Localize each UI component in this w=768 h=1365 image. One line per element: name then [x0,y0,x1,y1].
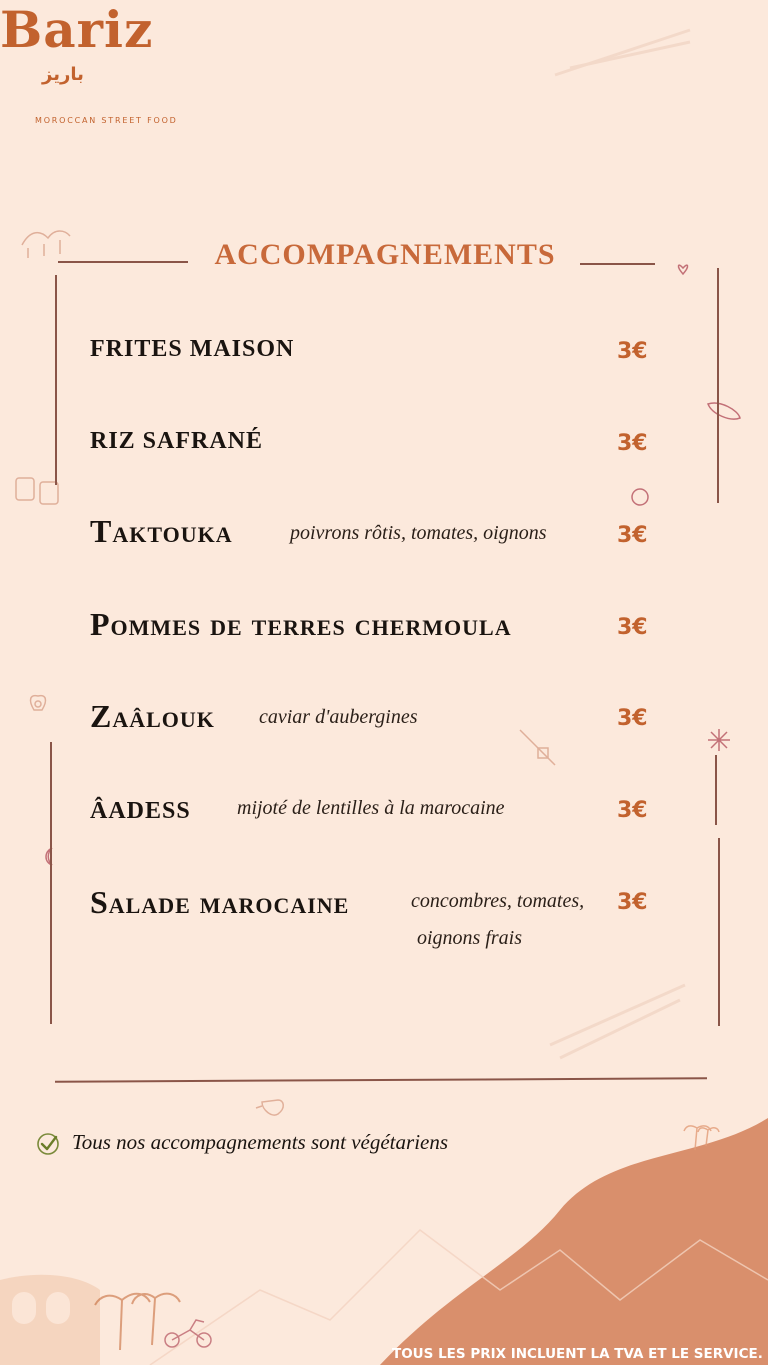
menu-item-price: 3€ [617,706,648,731]
menu-item-name: Taktouka [90,513,233,549]
frame-left-bottom [50,742,52,1024]
menu-item-name: Pommes de terres chermoula [90,606,512,642]
menu-item-price: 3€ [617,431,648,456]
menu-item-name: FRITES MAISON [90,336,295,362]
menu-item-name: Zaâlouk [90,698,215,734]
menu-item-description: oignons frais [417,927,523,949]
title-rule-left [58,261,188,263]
brand-tagline: MOROCCAN STREET FOOD [35,116,178,125]
menu-item-description: concombres, tomates, [411,890,585,912]
menu-item-description: mijoté de lentilles à la marocaine [237,797,505,819]
menu-item-name: Salade marocaine [90,884,350,920]
menu-item-price: 3€ [617,798,648,823]
menu-item-name: RIZ SAFRANÉ [90,428,264,454]
menu-item-price: 3€ [617,890,648,915]
check-circle-icon [36,1132,60,1156]
footer-price-note: TOUS LES PRIX INCLUENT LA TVA ET LE SERVICE. [392,1346,763,1362]
brand-name: Bariz [0,0,154,59]
frame-right-bottom [718,838,720,1026]
menu-item-description: poivrons rôtis, tomates, oignons [290,522,547,544]
menu-item-price: 3€ [617,523,648,548]
menu-item-name: ÂADESS [90,798,191,824]
frame-right-top [717,268,719,503]
menu-item-price: 3€ [617,615,648,640]
frame-left-top [55,275,57,485]
section-title: ACCOMPAGNEMENTS [214,238,556,271]
vegetarian-note: Tous nos accompagnements sont végétariens [72,1130,449,1154]
menu-item-price: 3€ [617,339,648,364]
frame-right-mid [715,755,717,825]
brand-arabic-name: باريز [42,64,84,85]
menu-item-description: caviar d'aubergines [259,706,418,728]
